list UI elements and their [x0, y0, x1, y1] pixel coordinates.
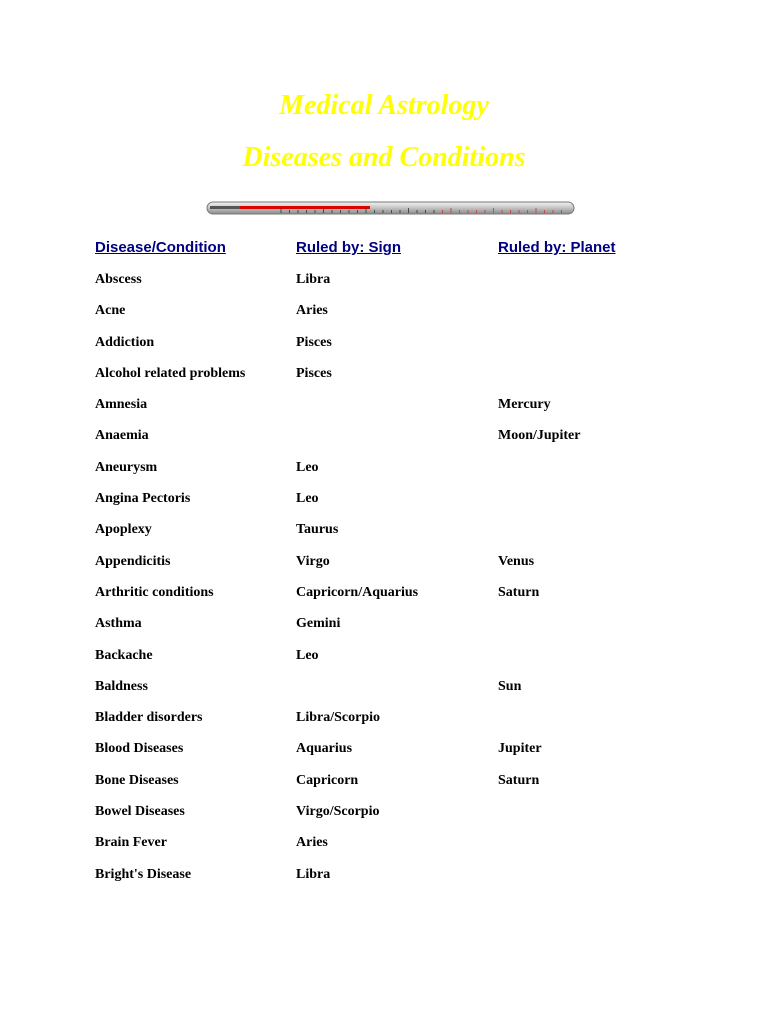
table-row — [0, 710, 768, 741]
disease-cell: Angina Pectoris — [95, 491, 191, 507]
planet-cell: Venus — [498, 553, 535, 569]
sign-cell: Leo — [296, 491, 319, 507]
table-row — [0, 397, 768, 428]
table-row — [0, 303, 768, 334]
disease-cell: Bowel Diseases — [95, 804, 185, 820]
page-subtitle: Diseases and Conditions — [242, 142, 526, 173]
header-sign: Ruled by: Sign — [296, 239, 401, 256]
sign-cell: Leo — [296, 459, 319, 475]
table-row — [0, 773, 768, 804]
header-planet: Ruled by: Planet — [498, 239, 616, 256]
table-row — [0, 366, 768, 397]
table-row — [0, 428, 768, 459]
disease-cell: Abscess — [95, 272, 142, 287]
disease-table — [0, 272, 768, 898]
table-row — [0, 460, 768, 491]
planet-cell: Mercury — [498, 397, 551, 413]
disease-cell: Amnesia — [95, 397, 148, 413]
disease-cell: Arthritic conditions — [95, 584, 214, 600]
table-row — [0, 554, 768, 585]
page-title: Medical Astrology — [279, 90, 489, 121]
sign-cell: Aquarius — [296, 741, 353, 757]
table-row — [0, 679, 768, 710]
disease-cell: Blood Diseases — [95, 741, 184, 757]
disease-cell: Bone Diseases — [95, 772, 179, 788]
sign-cell: Virgo/Scorpio — [296, 804, 380, 820]
sign-cell: Virgo — [296, 553, 330, 569]
disease-cell: Baldness — [95, 678, 148, 694]
planet-cell: Jupiter — [498, 741, 542, 757]
table-row — [0, 335, 768, 366]
disease-cell: Apoplexy — [95, 522, 152, 538]
sign-cell: Aries — [296, 303, 328, 319]
sign-cell: Pisces — [296, 334, 332, 350]
disease-cell: Anaemia — [95, 428, 149, 444]
disease-cell: Appendicitis — [95, 553, 171, 569]
disease-cell: Addiction — [95, 334, 155, 350]
sign-cell: Capricorn — [296, 772, 359, 788]
sign-cell: Libra/Scorpio — [296, 710, 381, 726]
disease-cell: Backache — [95, 647, 153, 663]
table-row — [0, 648, 768, 679]
sign-cell: Aries — [296, 835, 328, 851]
table-row — [0, 804, 768, 835]
planet-cell: Sun — [498, 678, 522, 694]
disease-cell: Acne — [95, 303, 126, 319]
sign-cell: Capricorn/Aquarius — [296, 584, 419, 600]
table-row — [0, 491, 768, 522]
disease-cell: Asthma — [95, 616, 142, 632]
disease-cell: Bright's Disease — [95, 866, 192, 882]
table-row — [0, 616, 768, 647]
table-row — [0, 585, 768, 616]
thermometer-icon — [206, 199, 576, 217]
planet-cell: Moon/Jupiter — [498, 428, 581, 444]
planet-cell: Saturn — [498, 584, 540, 600]
sign-cell: Taurus — [296, 522, 339, 538]
table-row — [0, 741, 768, 772]
table-row — [0, 867, 768, 898]
table-row — [0, 272, 768, 303]
sign-cell: Libra — [296, 866, 331, 882]
disease-cell: Alcohol related problems — [95, 365, 246, 381]
sign-cell: Gemini — [296, 616, 341, 632]
disease-cell: Aneurysm — [95, 459, 158, 475]
sign-cell: Pisces — [296, 365, 332, 381]
planet-cell: Saturn — [498, 772, 540, 788]
header-disease: Disease/Condition — [95, 239, 226, 256]
table-row — [0, 835, 768, 866]
sign-cell: Libra — [296, 272, 331, 287]
table-row — [0, 522, 768, 553]
disease-cell: Brain Fever — [95, 835, 167, 851]
sign-cell: Leo — [296, 647, 319, 663]
disease-cell: Bladder disorders — [95, 710, 203, 726]
